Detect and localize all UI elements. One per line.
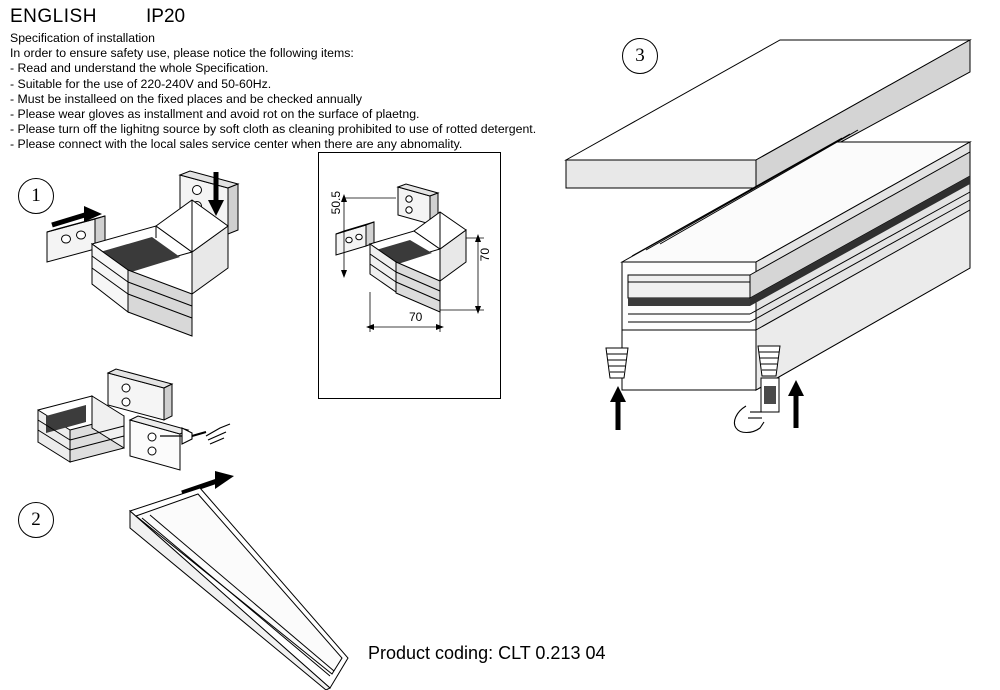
language-label: ENGLISH bbox=[10, 6, 97, 27]
spec-item: - Please wear gloves as installment and avoid rot on the surface of plaetng. bbox=[10, 107, 420, 122]
spec-title: Specification of installation bbox=[10, 31, 155, 45]
ip-rating-label: IP20 bbox=[146, 6, 186, 27]
spec-item: - Read and understand the whole Specification. bbox=[10, 61, 269, 76]
connector-icon bbox=[758, 346, 780, 412]
arrow-up-icon bbox=[610, 386, 626, 430]
step-number-3: 3 bbox=[622, 38, 658, 74]
arrow-up-icon bbox=[182, 471, 234, 493]
anchor-plug-icon bbox=[606, 348, 628, 378]
spec-item: - Please turn off the lighitng source by soft cloth as cleaning prohibited to use of rotted detergent. bbox=[10, 122, 537, 137]
dimension-height-left: 50.5 bbox=[329, 191, 343, 215]
product-coding-label: Product coding: CLT 0.213 04 bbox=[368, 643, 606, 663]
step-1-illustration bbox=[40, 160, 285, 340]
step-number-1: 1 bbox=[18, 178, 54, 214]
spec-intro: In order to ensure safety use, please notice the following items: bbox=[10, 46, 354, 61]
dimension-height-right: 70 bbox=[478, 248, 492, 262]
hand-icon bbox=[734, 406, 764, 433]
step-number-2: 2 bbox=[18, 502, 54, 538]
step-2-illustration bbox=[30, 358, 360, 690]
spec-item: - Please connect with the local sales service center when there are any abnomality. bbox=[10, 137, 463, 152]
step-3-illustration bbox=[550, 30, 990, 450]
dimension-width-bottom: 70 bbox=[409, 310, 423, 324]
spec-item: - Suitable for the use of 220-240V and 50-60Hz. bbox=[10, 76, 272, 91]
arrow-up-icon bbox=[788, 380, 804, 428]
spec-item: - Must be installeed on the fixed places and be checked annually bbox=[10, 91, 363, 106]
